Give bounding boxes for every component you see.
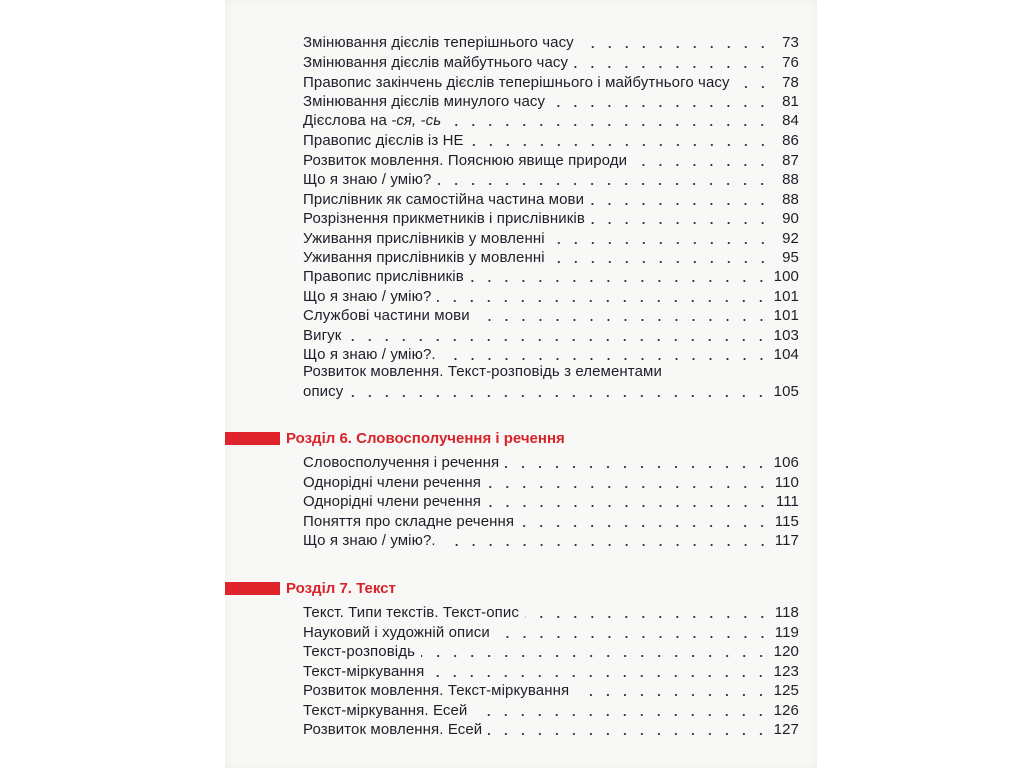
toc-entry-title: Текст-розповідь — [303, 643, 415, 660]
dot-leader — [421, 655, 770, 657]
toc-entry-title: Текст. Типи текстів. Текст-опис — [303, 604, 519, 621]
dot-leader — [580, 46, 771, 48]
toc-entry — [303, 491, 799, 511]
toc-entry — [303, 208, 799, 228]
dot-leader — [476, 319, 770, 321]
dot-leader — [437, 300, 769, 302]
toc-entry-page: 103 — [773, 327, 799, 344]
section-marker-bar — [225, 432, 280, 445]
toc-entry-title: Правопис дієслів із НЕ — [303, 132, 464, 149]
toc-entry — [303, 452, 799, 472]
toc-entry-page: 106 — [773, 454, 799, 471]
toc-entry — [303, 169, 799, 189]
toc-entry-title: Уживання прислівників у мовленні — [303, 230, 545, 247]
toc-entry-page: 111 — [775, 493, 799, 510]
toc-entry-page: 92 — [782, 230, 799, 247]
toc-entry — [303, 344, 799, 364]
toc-entry — [303, 130, 799, 150]
dot-leader — [551, 242, 771, 244]
toc-entry-title: Що я знаю / умію? — [303, 288, 432, 305]
toc-entry — [303, 228, 799, 248]
toc-entry-title: Поняття про складне речення — [303, 513, 515, 530]
toc-entry-page: 101 — [773, 288, 799, 305]
dot-leader — [736, 86, 771, 88]
toc-entry-page: 95 — [782, 249, 799, 266]
dot-leader — [575, 694, 769, 696]
toc-entry-title — [303, 112, 441, 130]
dot-leader — [447, 124, 771, 126]
toc-entry-title-prefix: Дієслова на — [303, 112, 392, 129]
toc-entry — [303, 700, 799, 720]
dot-leader — [487, 486, 771, 488]
toc-entry — [303, 110, 799, 130]
dot-leader — [473, 714, 769, 716]
toc-entry — [303, 32, 799, 52]
toc-entry-page: 118 — [774, 604, 799, 621]
toc-entry-title: Змінювання дієслів теперішнього часу — [303, 34, 574, 51]
toc-entry-title: Уживання прислівників у мовленні — [303, 249, 545, 266]
toc-entry-title: Текст-міркування — [303, 663, 425, 680]
dot-leader — [505, 466, 769, 468]
toc-entry-page: 119 — [774, 624, 799, 641]
toc-entry-title: Розвиток мовлення. Пояснюю явище природи — [303, 152, 628, 169]
section-marker-bar — [225, 582, 280, 595]
toc-entry — [303, 680, 799, 700]
toc-entry-page: 87 — [782, 152, 799, 169]
dot-leader — [496, 636, 771, 638]
toc-entry — [303, 602, 799, 622]
toc-entry-title-line2: опису — [303, 383, 344, 400]
toc-entry-page: 84 — [782, 112, 799, 129]
dot-leader — [470, 280, 770, 282]
toc-entry-page: 104 — [773, 346, 799, 363]
toc-entry-title: Прислівник як самостійна частина мови — [303, 191, 585, 208]
dot-leader — [574, 66, 771, 68]
toc-entry-page: 120 — [773, 643, 799, 660]
toc-entry — [303, 189, 799, 209]
toc-entry-title: Що я знаю / умію?. — [303, 346, 436, 363]
toc-entry — [303, 72, 799, 92]
toc-entry-page: 117 — [774, 532, 799, 549]
toc-entry — [303, 363, 799, 401]
toc-entry — [303, 247, 799, 267]
toc-entry-title-italic: -ся, -сь — [391, 112, 442, 129]
toc-entry — [303, 622, 799, 642]
toc-entry-title: Змінювання дієслів майбутнього часу — [303, 54, 569, 71]
toc-entry — [303, 52, 799, 72]
toc-entry-title: Правопис прислівників — [303, 268, 464, 285]
section-heading: Розділ 7. Текст — [286, 579, 396, 597]
dot-leader — [590, 203, 771, 205]
toc-entry-page: 101 — [773, 307, 799, 324]
toc-entry — [303, 305, 799, 325]
toc-entry-title: Розвиток мовлення. Текст-міркування — [303, 682, 570, 699]
toc-entry-page: 100 — [773, 268, 799, 285]
toc-entry-page: 125 — [773, 682, 799, 699]
toc-entry — [303, 150, 799, 170]
dot-leader — [349, 395, 769, 397]
toc-entry-title: Службові частини мови — [303, 307, 470, 324]
toc-entry-page: 126 — [773, 702, 799, 719]
toc-entry — [303, 719, 799, 739]
section-6-header — [225, 428, 565, 448]
section-heading: Розділ 6. Словосполучення і речення — [286, 429, 565, 447]
dot-leader — [487, 505, 771, 507]
dot-leader — [437, 183, 771, 185]
dot-leader — [488, 733, 769, 735]
toc-entry — [303, 91, 799, 111]
toc-entry-title: Змінювання дієслів минулого часу — [303, 93, 546, 110]
toc-entry-title: Словосполучення і речення — [303, 454, 500, 471]
toc-entry — [303, 325, 799, 345]
dot-leader — [470, 144, 771, 146]
toc-entry — [303, 472, 799, 492]
toc-entry-title: Однорідні члени речення — [303, 493, 482, 510]
toc-entry-page: 123 — [773, 663, 799, 680]
dot-leader — [525, 616, 771, 618]
toc-entry-page: 73 — [782, 34, 799, 51]
toc-entry-title: Що я знаю / умію? — [303, 171, 432, 188]
toc-entry-page: 78 — [782, 74, 799, 91]
toc-entry-title: Правопис закінчень дієслів теперішнього і майбутнього часу — [303, 74, 730, 91]
dot-leader — [520, 525, 771, 527]
dot-leader — [442, 544, 771, 546]
toc-entry-title: Що я знаю / умію?. — [303, 532, 436, 549]
dot-leader — [430, 675, 769, 677]
toc-entry — [303, 286, 799, 306]
toc-entry-title: Вигук — [303, 327, 342, 344]
toc-entry — [303, 641, 799, 661]
toc-entry-page: 88 — [782, 191, 799, 208]
dot-leader — [591, 222, 771, 224]
toc-entry-page: 86 — [782, 132, 799, 149]
toc-entry-title: Науковий і художній описи — [303, 624, 490, 641]
dot-leader — [551, 105, 771, 107]
toc-entry — [303, 266, 799, 286]
toc-entry-page: 90 — [782, 210, 799, 227]
toc-entry-title: Однорідні члени речення — [303, 474, 482, 491]
toc-entry-title: Розвиток мовлення. Есей — [303, 721, 483, 738]
toc-entry-page: 81 — [782, 93, 799, 110]
toc-entry-title: Розрізнення прикметників і прислівників — [303, 210, 585, 227]
dot-leader — [551, 261, 771, 263]
toc-entry-title: Текст-міркування. Есей — [303, 702, 468, 719]
toc-entry-page: 110 — [774, 474, 799, 491]
dot-leader — [442, 358, 770, 360]
toc-entry — [303, 661, 799, 681]
toc-entry-title-line1: Розвиток мовлення. Текст-розповідь з елементами — [303, 363, 662, 380]
section-7-header — [225, 578, 396, 598]
toc-entry-page: 76 — [782, 54, 799, 71]
toc-entry-page: 115 — [774, 513, 799, 530]
toc-entry-page: 127 — [773, 721, 799, 738]
toc-entry — [303, 530, 799, 550]
toc-entry — [303, 511, 799, 531]
toc-entry-page: 88 — [782, 171, 799, 188]
dot-leader — [347, 339, 769, 341]
dot-leader — [633, 164, 771, 166]
toc-entry-page: 105 — [773, 383, 799, 400]
